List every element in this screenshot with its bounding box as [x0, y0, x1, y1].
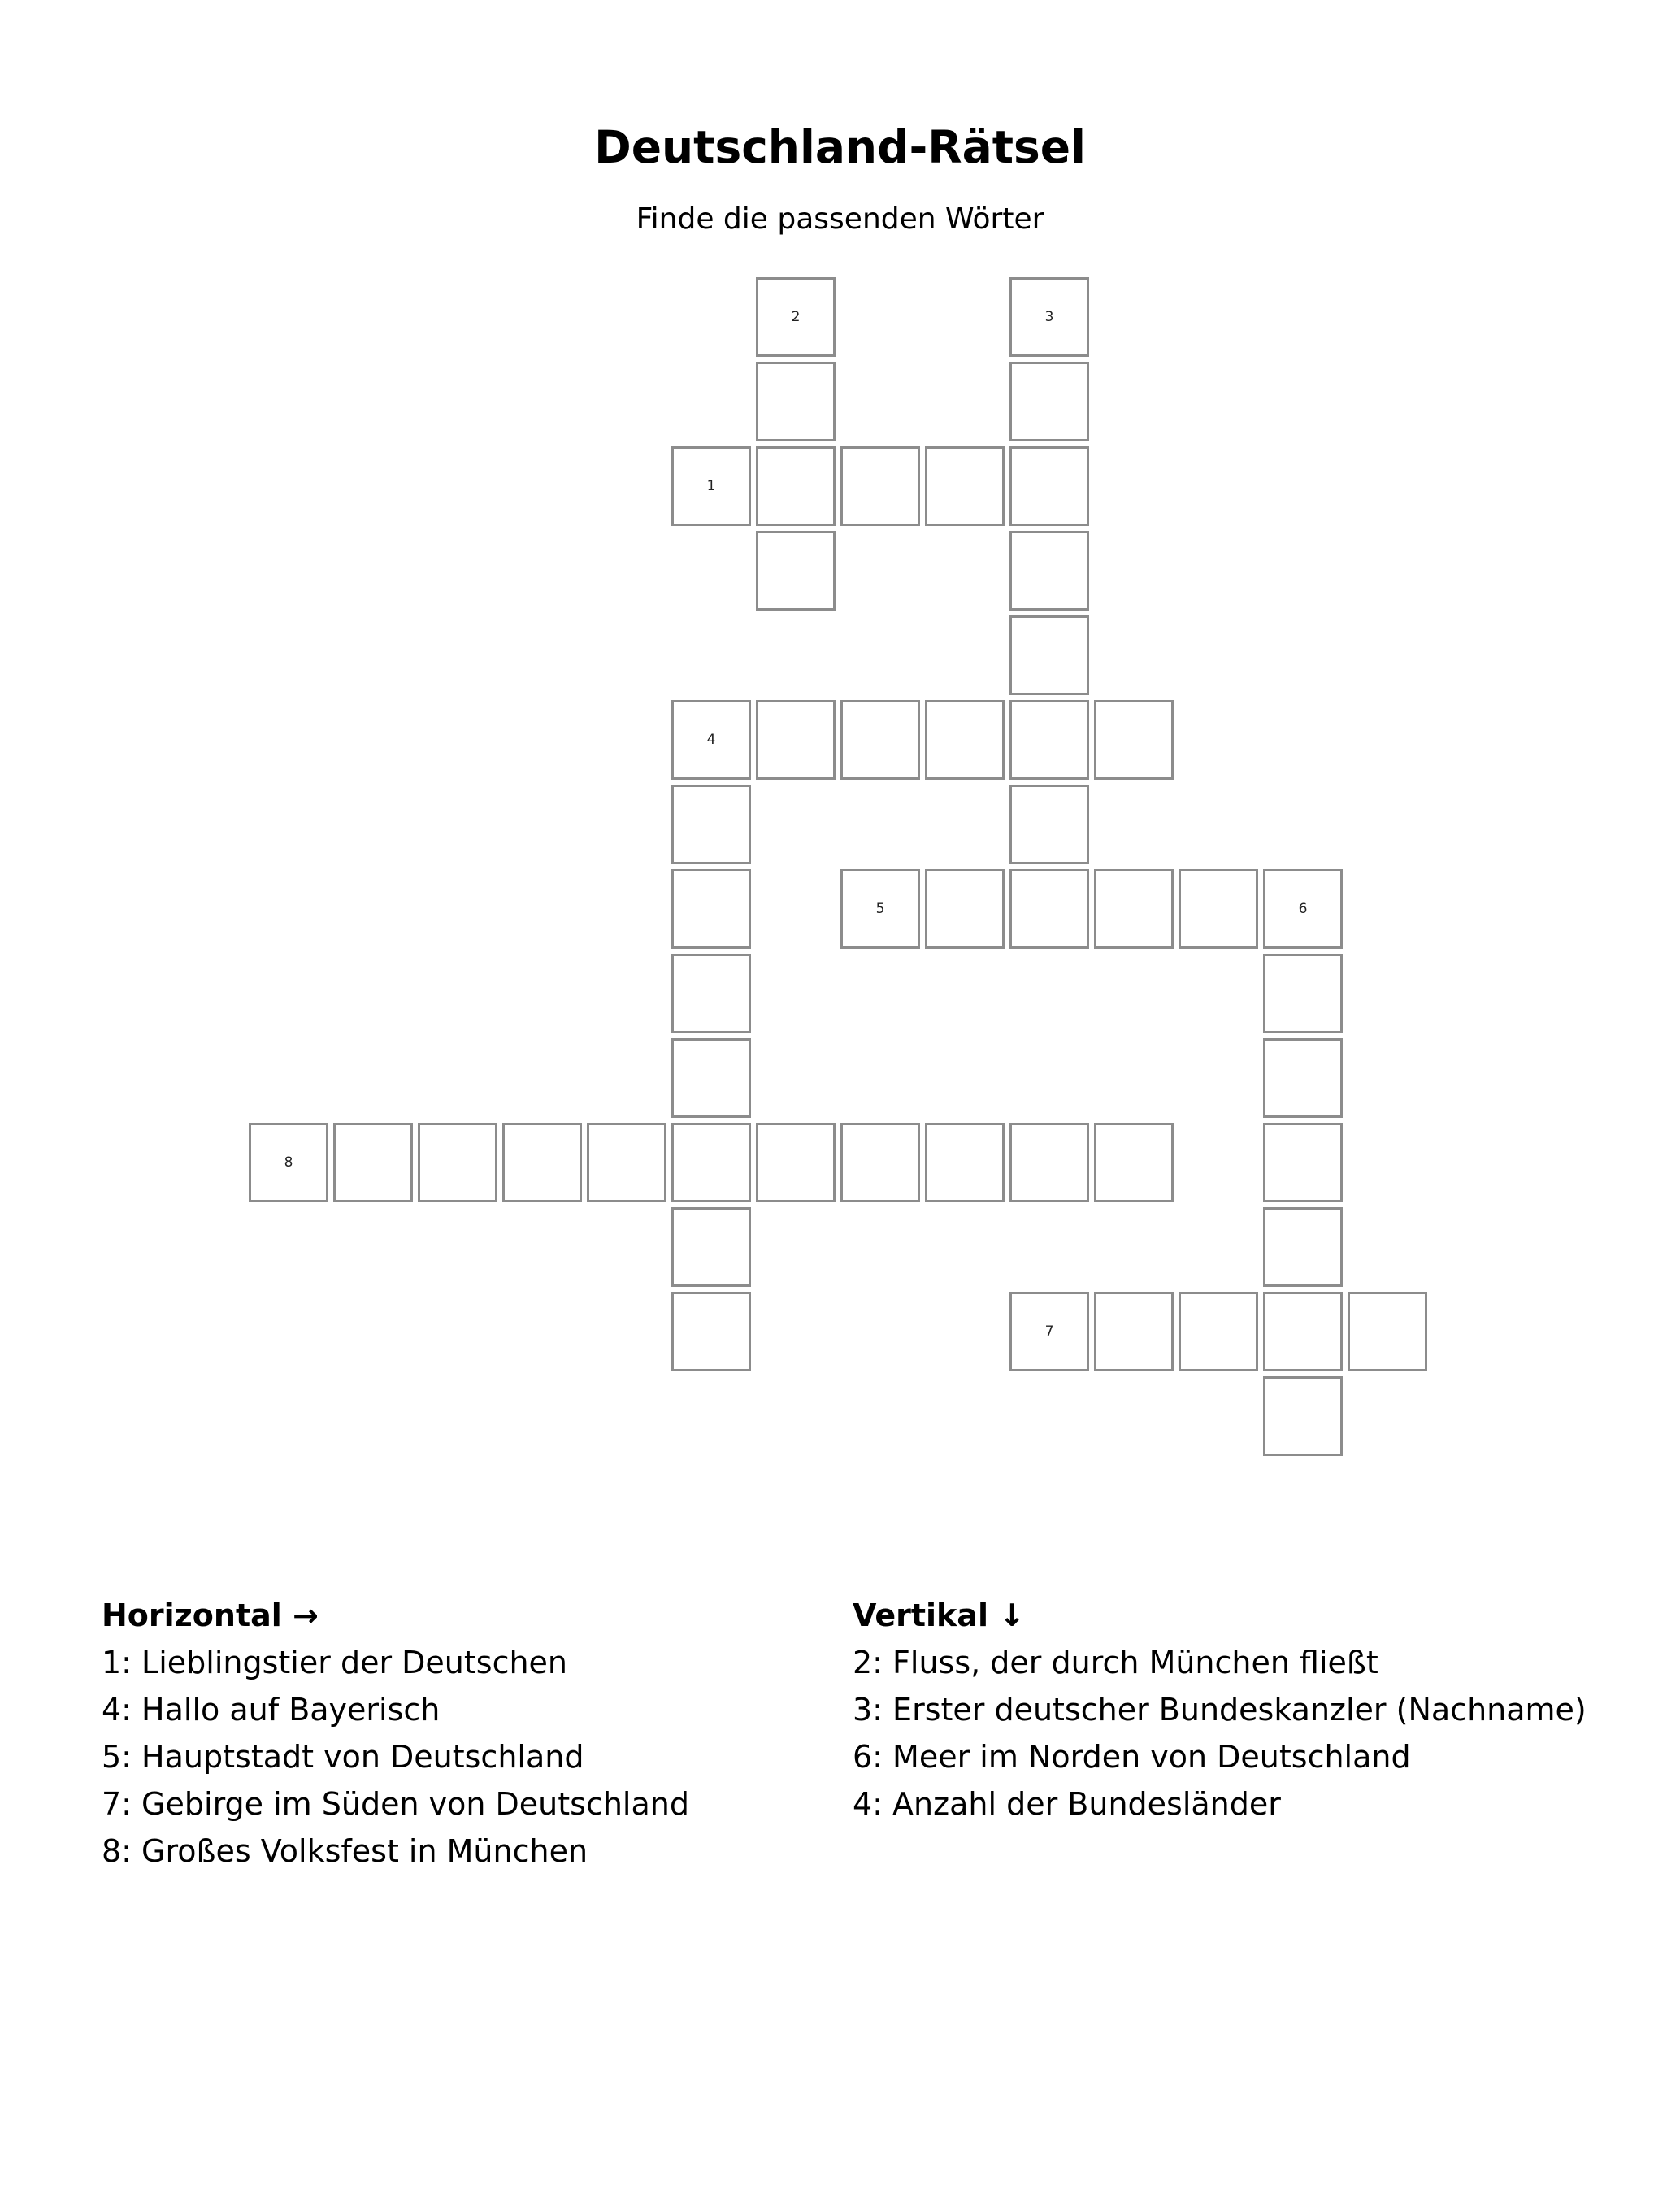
clue-number: 7 — [1044, 1324, 1054, 1340]
crossword-cell[interactable] — [1263, 1038, 1343, 1118]
clue-across-4: 4: Hallo auf Bayerisch — [102, 1692, 441, 1728]
crossword-cell[interactable] — [249, 1123, 328, 1202]
crossword-cell[interactable] — [1009, 1123, 1089, 1202]
crossword-cell[interactable] — [840, 446, 920, 526]
crossword-cell[interactable] — [756, 531, 836, 611]
crossword-cell[interactable] — [1094, 869, 1174, 949]
crossword-cell[interactable] — [671, 1292, 751, 1371]
clue-across-5: 5: Hauptstadt von Deutschland — [102, 1739, 584, 1775]
clue-number: 4 — [706, 732, 716, 748]
crossword-cell[interactable] — [671, 1207, 751, 1287]
crossword-cell[interactable] — [756, 700, 836, 780]
down-heading: Vertikal ↓ — [853, 1597, 1026, 1633]
clue-number: 1 — [706, 478, 716, 494]
crossword-cell[interactable] — [1009, 277, 1089, 357]
clue-down-3: 3: Erster deutscher Bundeskanzler (Nachname) — [853, 1692, 1587, 1728]
clue-down-6: 6: Meer im Norden von Deutschland — [853, 1739, 1411, 1775]
crossword-cell[interactable] — [1094, 1292, 1174, 1371]
crossword-cell[interactable] — [925, 1123, 1005, 1202]
crossword-cell[interactable] — [1009, 869, 1089, 949]
clue-across-1: 1: Lieblingstier der Deutschen — [102, 1645, 568, 1680]
crossword-cell[interactable] — [1094, 1123, 1174, 1202]
crossword-cell[interactable] — [925, 446, 1005, 526]
crossword-cell[interactable] — [671, 1123, 751, 1202]
crossword-cell[interactable] — [671, 954, 751, 1033]
crossword-cell[interactable] — [1009, 700, 1089, 780]
across-heading: Horizontal → — [102, 1597, 319, 1633]
crossword-cell[interactable] — [418, 1123, 497, 1202]
crossword-cell[interactable] — [1009, 785, 1089, 864]
crossword-cell[interactable] — [587, 1123, 666, 1202]
clue-number: 5 — [875, 901, 885, 917]
crossword-cell[interactable] — [1179, 1292, 1258, 1371]
crossword-cell[interactable] — [1348, 1292, 1427, 1371]
crossword-cell[interactable] — [502, 1123, 582, 1202]
clue-number: 8 — [284, 1154, 293, 1171]
crossword-cell[interactable] — [1009, 1292, 1089, 1371]
crossword-cell[interactable] — [756, 362, 836, 441]
crossword-cell[interactable] — [1009, 615, 1089, 695]
down-clues — [853, 1592, 1587, 1828]
crossword-cell[interactable] — [671, 700, 751, 780]
across-clues — [102, 1592, 689, 1875]
crossword-cell[interactable] — [756, 277, 836, 357]
crossword-cell[interactable] — [1263, 1292, 1343, 1371]
crossword-cell[interactable] — [756, 1123, 836, 1202]
crossword-cell[interactable] — [671, 785, 751, 864]
clue-down-4: 4: Anzahl der Bundesländer — [853, 1786, 1281, 1822]
page-subtitle: Finde die passenden Wörter — [636, 202, 1044, 236]
crossword-cell[interactable] — [1263, 869, 1343, 949]
clue-number: 6 — [1298, 901, 1308, 917]
crossword-cell[interactable] — [671, 446, 751, 526]
clue-number: 2 — [791, 309, 801, 325]
crossword-cell[interactable] — [756, 446, 836, 526]
crossword-cell[interactable] — [840, 869, 920, 949]
crossword-cell[interactable] — [1009, 446, 1089, 526]
crossword-cell[interactable] — [1179, 869, 1258, 949]
crossword-cell[interactable] — [1009, 531, 1089, 611]
clue-across-7: 7: Gebirge im Süden von Deutschland — [102, 1786, 689, 1822]
clue-number: 3 — [1044, 309, 1054, 325]
clue-across-8: 8: Großes Volksfest in München — [102, 1833, 588, 1869]
crossword-cell[interactable] — [840, 700, 920, 780]
crossword-cell[interactable] — [671, 1038, 751, 1118]
crossword-cell[interactable] — [1263, 954, 1343, 1033]
crossword-cell[interactable] — [1094, 700, 1174, 780]
crossword-cell[interactable] — [925, 869, 1005, 949]
crossword-cell[interactable] — [1263, 1207, 1343, 1287]
crossword-cell[interactable] — [1009, 362, 1089, 441]
crossword-cell[interactable] — [840, 1123, 920, 1202]
crossword-cell[interactable] — [1263, 1123, 1343, 1202]
page-title: Deutschland-Rätsel — [594, 121, 1086, 173]
crossword-cell[interactable] — [671, 869, 751, 949]
crossword-cell[interactable] — [333, 1123, 413, 1202]
crossword-cell[interactable] — [1263, 1376, 1343, 1456]
crossword-cell[interactable] — [925, 700, 1005, 780]
clue-down-2: 2: Fluss, der durch München fließt — [853, 1645, 1378, 1680]
